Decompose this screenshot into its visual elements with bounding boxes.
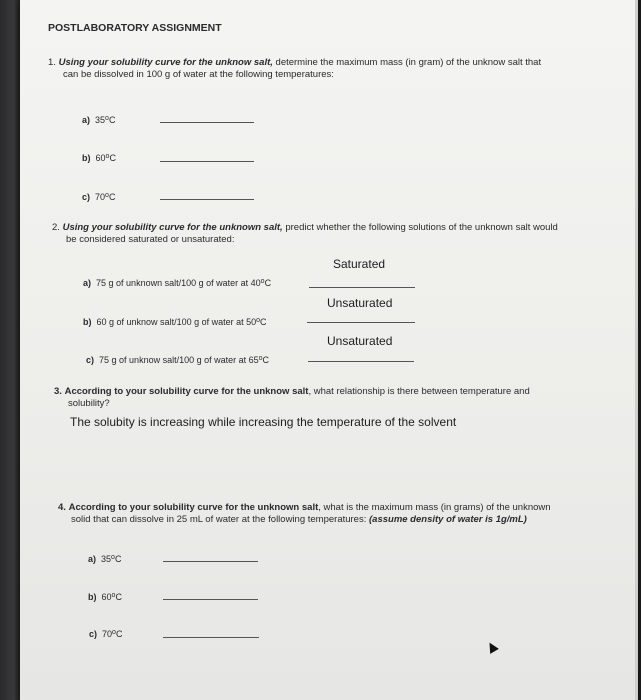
question-1-number: 1. bbox=[48, 57, 56, 68]
q2-item-b: b) 60 g of unknow salt/100 g of water at 50$^o$C bbox=[83, 317, 267, 327]
q4-answer-blank-a[interactable] bbox=[163, 561, 258, 562]
question-3-rest: , what relationship is there between temperature and bbox=[308, 386, 530, 397]
q2-answer-blank-b[interactable] bbox=[307, 322, 415, 323]
question-2-line1 bbox=[52, 222, 558, 233]
q2-answer-blank-a[interactable] bbox=[309, 287, 415, 288]
q1-answer-blank-b[interactable] bbox=[160, 161, 254, 162]
question-2-rest: predict whether the following solutions of the unknown salt would bbox=[285, 222, 558, 233]
question-3-line1 bbox=[54, 386, 530, 397]
question-3-lead: According to your solubility curve for the unknow salt bbox=[64, 386, 309, 397]
q4-item-a: a) 35$^o$C bbox=[88, 554, 122, 564]
question-4-line1 bbox=[58, 502, 551, 513]
question-4-number: 4. bbox=[58, 502, 66, 513]
question-4-line2: solid that can dissolve in 25 mL of water at the following temperatures: (assume density of water is 1g/mL) bbox=[71, 514, 527, 525]
question-2-number: 2. bbox=[52, 222, 60, 233]
page-edge bbox=[635, 0, 638, 700]
q4-answer-blank-b[interactable] bbox=[163, 599, 258, 600]
q2-answer-blank-c[interactable] bbox=[308, 361, 414, 362]
page-title: POSTLABORATORY ASSIGNMENT bbox=[48, 22, 222, 34]
q3-answer: The solubity is increasing while increasing the temperature of the solvent bbox=[70, 415, 457, 429]
question-3-line2: solubility? bbox=[68, 398, 110, 409]
question-2-lead: Using your solubility curve for the unknown salt, bbox=[62, 222, 283, 233]
question-2-line2: be considered saturated or unsaturated: bbox=[66, 234, 235, 245]
q1-answer-blank-a[interactable] bbox=[160, 122, 254, 123]
q2-answer-b: Unsaturated bbox=[327, 296, 393, 310]
question-3-number: 3. bbox=[54, 386, 62, 397]
q2-answer-a: Saturated bbox=[333, 257, 386, 271]
q4-answer-blank-c[interactable] bbox=[163, 637, 259, 638]
q1-item-a: a) 35$^o$C bbox=[82, 115, 116, 125]
question-4-density-note: (assume density of water is 1g/mL) bbox=[369, 514, 527, 525]
q1-item-c: c) 70$^o$C bbox=[82, 192, 116, 202]
question-1-line1 bbox=[48, 57, 541, 68]
question-4-rest: , what is the maximum mass (in grams) of the unknown bbox=[318, 502, 551, 513]
q4-item-c: c) 70$^o$C bbox=[89, 629, 123, 639]
question-1-rest: determine the maximum mass (in gram) of the unknow salt that bbox=[275, 57, 542, 68]
q2-item-a: a) 75 g of unknown salt/100 g of water at 40$^o$C bbox=[83, 278, 272, 288]
question-4-lead: According to your solubility curve for the unknown salt bbox=[68, 502, 319, 513]
q2-item-c: c) 75 g of unknow salt/100 g of water at 65$^o$C bbox=[86, 355, 270, 365]
question-1-line2: can be dissolved in 100 g of water at the following temperatures: bbox=[63, 69, 334, 80]
q2-answer-c: Unsaturated bbox=[327, 334, 393, 348]
question-1-lead: Using your solubility curve for the unknow salt, bbox=[58, 57, 273, 68]
q1-item-b: b) 60$^o$C bbox=[82, 153, 116, 163]
q4-item-b: b) 60$^o$C bbox=[88, 592, 122, 602]
q1-answer-blank-c[interactable] bbox=[160, 199, 254, 200]
